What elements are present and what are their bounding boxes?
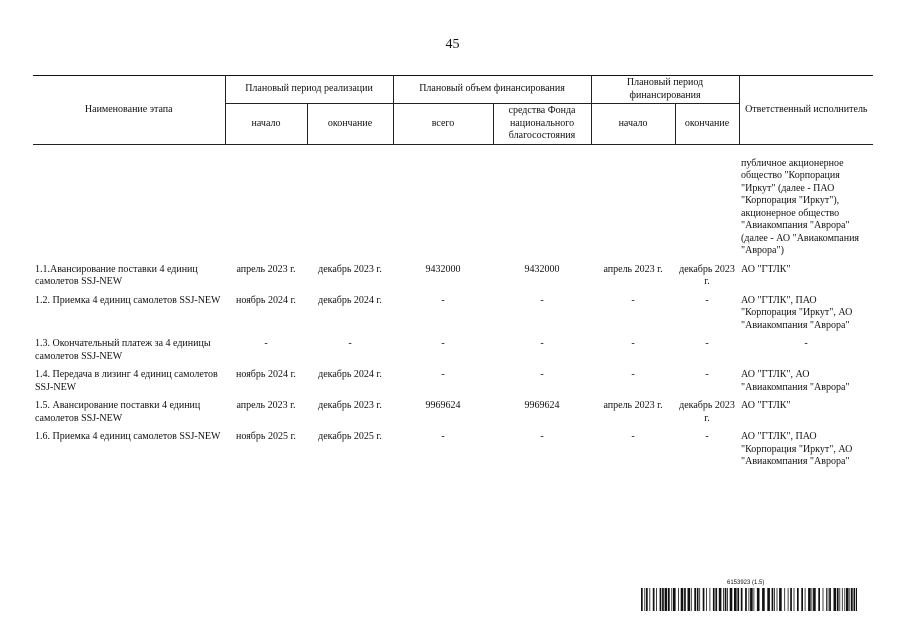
table-header [33,76,873,145]
realization-start-cell: - [264,338,268,349]
financing-fund-cell: 9969624 [524,400,560,411]
responsible-cell: АО "ГТЛК" [741,263,791,275]
header-financing-start: начало [591,104,675,145]
responsible-cell: АО "ГТЛК", ПАО "Корпорация "Иркут", АО "Авиакомпания "Аврора" [741,294,853,331]
financing-fund-cell: - [540,431,544,442]
intro-row [33,144,873,264]
header-planned-financing-period: Плановый период финансирования [591,76,739,104]
financing-total-cell: - [441,294,445,306]
financing-end-cell: - [705,431,709,442]
header-end: окончание [307,104,393,145]
header-responsible: Ответственный исполнитель [739,76,873,145]
stage-name-cell: 1.1.Авансирование поставки 4 единиц самолетов SSJ-NEW [35,263,198,287]
realization-end-cell: декабрь 2024 г. [318,369,382,380]
financing-total-cell: 9969624 [425,400,461,411]
realization-end-cell: декабрь 2023 г. [318,263,382,275]
header-total: всего [393,104,493,145]
financing-total-cell: - [441,431,445,442]
responsible-cell: - [804,338,808,349]
stage-name-cell: 1.4. Передача в лизинг 4 единиц самолетов SSJ-NEW [35,369,218,393]
realization-start-cell: ноябрь 2024 г. [236,294,296,306]
page-number: 45 [445,37,460,52]
financing-end-cell: декабрь 2023 г. [679,263,735,287]
stage-name-cell: 1.5. Авансирование поставки 4 единиц самолетов SSJ-NEW [35,400,201,424]
financing-total-cell: 9432000 [425,263,461,275]
stage-name-cell: 1.2. Приемка 4 единиц самолетов SSJ-NEW [35,294,221,306]
table-body [33,144,873,475]
table-row [33,264,873,295]
header-start: начало [225,104,307,145]
responsible-cell: АО "ГТЛК", АО "Авиакомпания "Аврора" [741,369,850,393]
table-row [33,338,873,369]
realization-end-cell: декабрь 2023 г. [318,400,382,411]
stage-schedule-table [33,75,873,475]
financing-fund-cell: 9432000 [524,263,560,275]
responsible-cell: АО "ГТЛК" [741,400,791,411]
header-planned-period-realization: Плановый период реализации [225,76,393,104]
financing-end-cell: - [705,294,709,306]
financing-total-cell: - [441,369,445,380]
realization-end-cell: - [348,338,352,349]
realization-end-cell: декабрь 2025 г. [318,431,382,442]
stage-name-cell: 1.3. Окончательный платеж за 4 единицы самолетов SSJ-NEW [35,338,211,362]
financing-start-cell: - [631,294,635,306]
financing-fund-cell: - [540,338,544,349]
financing-fund-cell: - [540,369,544,380]
barcode-image [641,588,857,611]
realization-start-cell: ноябрь 2024 г. [236,369,296,380]
financing-end-cell: декабрь 2023 г. [679,400,735,424]
header-financing-end: окончание [675,104,739,145]
responsible-cell: АО "ГТЛК", ПАО "Корпорация "Иркут", АО "Авиакомпания "Аврора" [741,431,853,467]
stage-name-cell: 1.6. Приемка 4 единиц самолетов SSJ-NEW [35,431,221,442]
header-planned-financing-volume: Плановый объем финансирования [393,76,591,104]
financing-start-cell: апрель 2023 г. [603,400,663,411]
intro-responsible: публичное акционерное общество "Корпорация "Иркут" (далее - ПАО "Корпорация "Иркут"), акционерное общество "Авиакомпания "Аврора" (далее - АО "Авиакомпания "Аврора") [741,157,860,256]
financing-fund-cell: - [540,294,544,306]
financing-start-cell: - [631,369,635,380]
barcode-label: 6153923 (1.5) [727,580,765,586]
table-row [33,431,873,475]
financing-total-cell: - [441,338,445,349]
realization-start-cell: ноябрь 2025 г. [236,431,296,442]
table-row [33,295,873,339]
realization-start-cell: апрель 2023 г. [236,263,296,275]
financing-start-cell: апрель 2023 г. [603,263,663,275]
table-row [33,400,873,431]
financing-start-cell: - [631,431,635,442]
financing-end-cell: - [705,369,709,380]
header-fund-means: средства Фонда национального благосостояния [493,104,591,145]
header-stage-name: Наименование этапа [33,76,225,145]
realization-start-cell: апрель 2023 г. [236,400,296,411]
realization-end-cell: декабрь 2024 г. [318,294,382,306]
table-row [33,369,873,400]
financing-start-cell: - [631,338,635,349]
financing-end-cell: - [705,338,709,349]
